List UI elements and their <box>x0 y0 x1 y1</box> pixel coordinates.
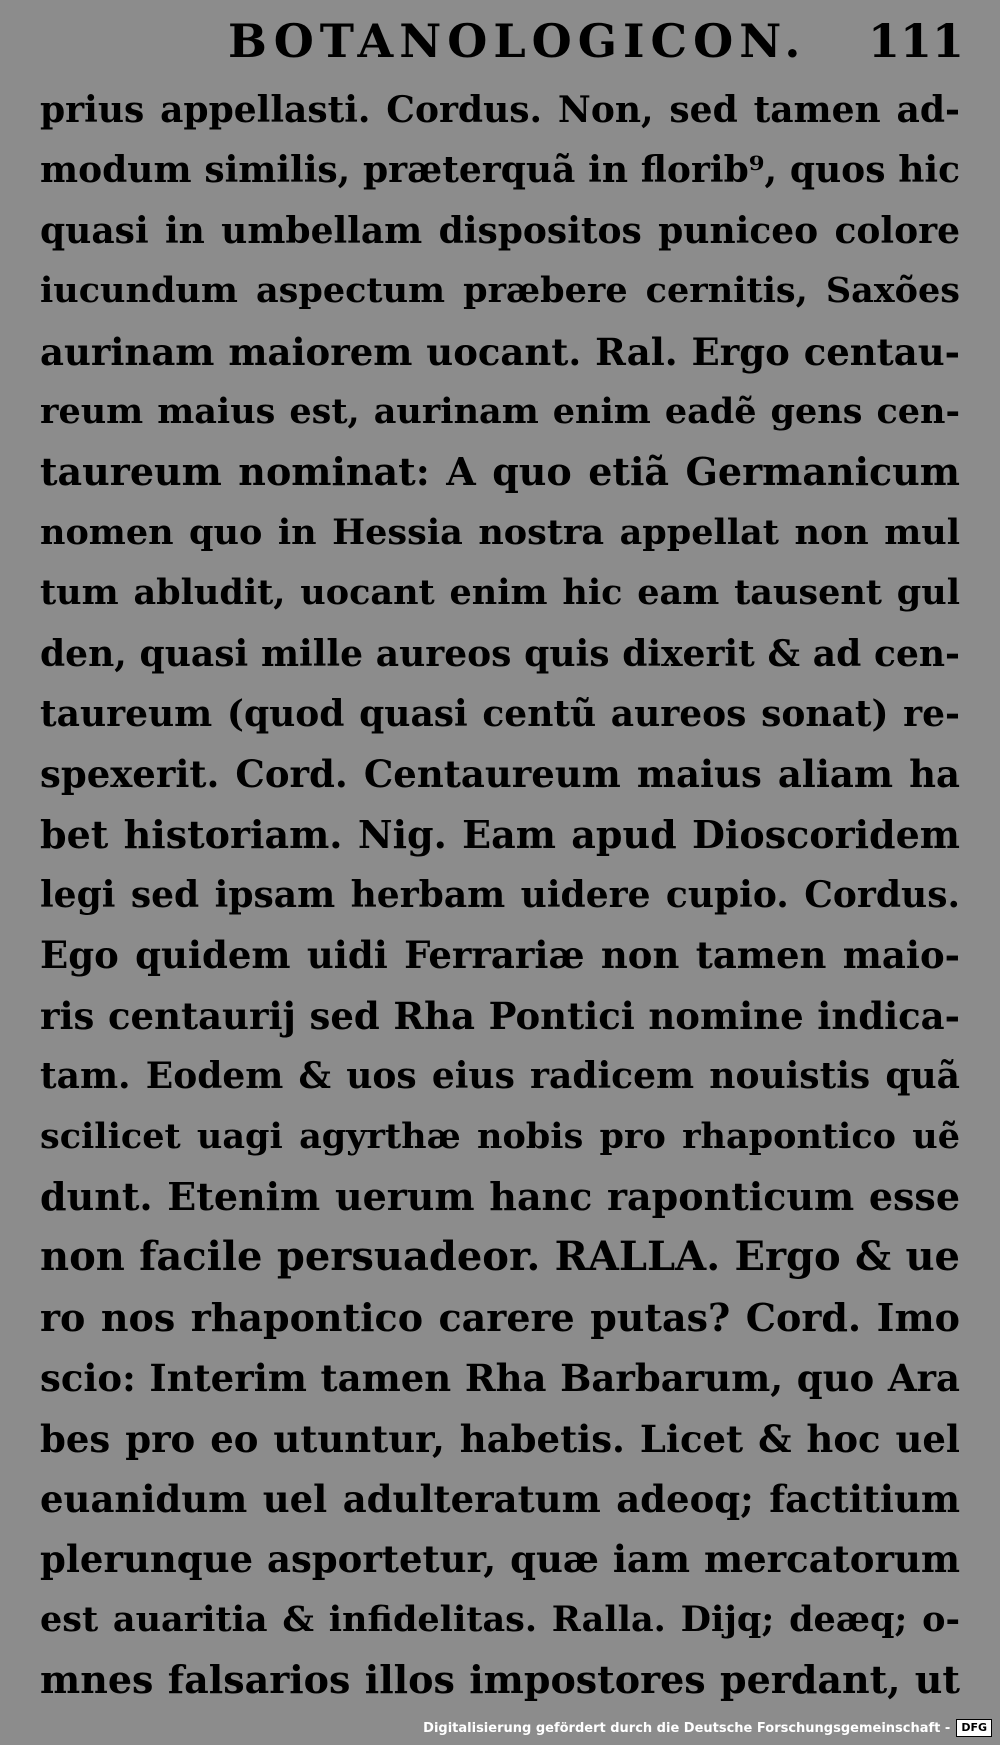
text-line: tam. Eodem & uos eius radicem nouistis quã <box>40 1055 960 1098</box>
text-line: prius appellasti. Cordus. Non, sed tamen ad- <box>40 89 960 131</box>
text-line: non facile persuadeor. RALLA. Ergo & ue <box>40 1233 960 1281</box>
text-line: taureum nominat: A quo etiã Germanicum <box>40 449 960 495</box>
text-line: reum maius est, aurinam enim eadẽ gens cen- <box>40 390 960 432</box>
text-line: ro nos rhapontico carere putas? Cord. Imo <box>40 1294 960 1340</box>
text-line: plerunque asportetur, quæ iam mercatorum <box>40 1537 960 1582</box>
text-line: iucundum aspectum præbere cernitis, Saxões <box>40 270 960 312</box>
text-line: bet historiam. Nig. Eam apud Dioscoridem <box>40 811 960 857</box>
text-line: euanidum uel adulteratum adeoq; factitium <box>40 1476 960 1521</box>
text-line: modum similis, præterquã in florib⁹, quos hic <box>40 149 960 192</box>
text-line: scio: Interim tamen Rha Barbarum, quo Ara <box>40 1356 960 1401</box>
page-header <box>0 14 1000 74</box>
dfg-logo: DFG <box>956 1719 992 1737</box>
text-line: Ego quidem uidi Ferrariæ non tamen maio- <box>40 933 960 978</box>
text-line: bes pro eo utuntur, habetis. Licet & hoc uel <box>40 1416 960 1461</box>
digitization-footer <box>423 1717 992 1739</box>
text-line: ris centaurij sed Rha Pontici nomine indica- <box>40 993 960 1038</box>
text-line: scilicet uagi agyrthæ nobis pro rhapontico uẽ <box>40 1115 960 1157</box>
text-line: nomen quo in Hessia nostra appellat non mul <box>40 511 960 553</box>
text-line: spexerit. Cord. Centaureum maius aliam ha <box>40 752 960 797</box>
text-line: legi sed ipsam herbam uidere cupio. Cordus. <box>40 874 960 917</box>
text-line: mnes falsarios illos impostores perdant, ut <box>40 1657 960 1703</box>
running-title: BOTANOLOGICON. <box>228 14 807 68</box>
text-line: tum abludit, uocant enim hic eam tausent gul <box>40 572 960 614</box>
funding-credit: Digitalisierung gefördert durch die Deutsche Forschungsgemeinschaft - <box>423 1720 951 1736</box>
text-line: taureum (quod quasi centũ aureos sonat) re- <box>40 692 960 735</box>
text-line: quasi in umbellam dispositos puniceo colore <box>40 209 960 252</box>
text-line: aurinam maiorem uocant. Ral. Ergo centau- <box>40 329 960 374</box>
body-text <box>40 80 960 1711</box>
text-line: dunt. Etenim uerum hanc raponticum esse <box>40 1174 960 1220</box>
page-number: 111 <box>868 14 965 68</box>
text-line: est auaritia & infidelitas. Ralla. Dijq; deæq; o- <box>40 1598 960 1640</box>
text-line: den, quasi mille aureos quis dixerit & ad cen- <box>40 632 960 675</box>
